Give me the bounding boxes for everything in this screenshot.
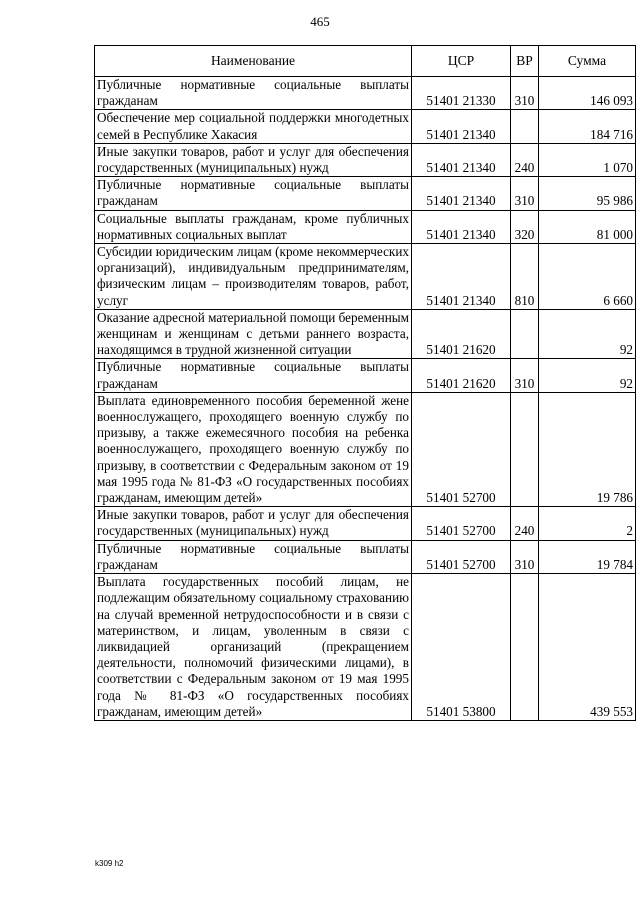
header-vr: ВР (511, 46, 539, 77)
table-row (95, 143, 636, 176)
row-name: Выплата единовременного пособия беременной жене военнослужащего, проходящего военную службу по призыву, а также ежемесячного пособия на ребенка военнослужащего, проходящего военную службу по призыву, в соответствии с Федеральным законом от 19 мая 1995 года № 81-ФЗ «О государственных пособиях гражданам, имеющим детей» (95, 392, 412, 506)
header-amount: Сумма (539, 46, 636, 77)
table-row (95, 244, 636, 310)
table-row (95, 110, 636, 143)
row-amount: 92 (539, 359, 636, 392)
row-vr: 320 (511, 210, 539, 243)
row-vr (511, 110, 539, 143)
row-amount: 2 (539, 507, 636, 540)
row-csr: 51401 21340 (412, 110, 511, 143)
row-vr (511, 392, 539, 506)
row-csr: 51401 21620 (412, 309, 511, 359)
row-name: Публичные нормативные социальные выплаты гражданам (95, 359, 412, 392)
page-number: 465 (310, 14, 330, 29)
row-csr: 51401 21340 (412, 244, 511, 310)
row-csr: 51401 21330 (412, 77, 511, 110)
row-name: Субсидии юридическим лицам (кроме некоммерческих организаций), индивидуальным предпринимателям, физическим лицам – производителям товаров, работ, услуг (95, 244, 412, 310)
row-name: Публичные нормативные социальные выплаты гражданам (95, 177, 412, 210)
budget-table (94, 45, 636, 721)
footer-code: k309 h2 (95, 859, 124, 868)
row-vr: 310 (511, 540, 539, 573)
row-name: Оказание адресной материальной помощи беременным женщинам и женщинам с детьми раннего возраста, находящимся в трудной жизненной ситуации (95, 309, 412, 359)
row-vr (511, 574, 539, 721)
table-row (95, 540, 636, 573)
row-amount: 95 986 (539, 177, 636, 210)
table-row (95, 309, 636, 359)
row-name: Публичные нормативные социальные выплаты гражданам (95, 540, 412, 573)
table-row (95, 574, 636, 721)
row-amount: 184 716 (539, 110, 636, 143)
row-csr: 51401 52700 (412, 507, 511, 540)
row-amount: 1 070 (539, 143, 636, 176)
row-vr: 240 (511, 507, 539, 540)
table-row (95, 507, 636, 540)
row-vr: 240 (511, 143, 539, 176)
row-name: Выплата государственных пособий лицам, не подлежащим обязательному социальному страхованию на случай временной нетрудоспособности и в связи с материнством, и лицам, уволенным в связи с ликвидацией организаций (прекращением деятельности, полномочий физическими лицами), в соответствии с Федеральным законом от 19 мая 1995 года № 81-ФЗ «О государственных пособиях гражданам, имеющим детей» (95, 574, 412, 721)
row-amount: 439 553 (539, 574, 636, 721)
row-amount: 19 784 (539, 540, 636, 573)
table-row (95, 392, 636, 506)
row-csr: 51401 21340 (412, 143, 511, 176)
row-csr: 51401 21620 (412, 359, 511, 392)
row-vr (511, 309, 539, 359)
header-name: Наименование (95, 46, 412, 77)
row-csr: 51401 21340 (412, 177, 511, 210)
row-vr: 310 (511, 359, 539, 392)
table-row (95, 177, 636, 210)
row-amount: 6 660 (539, 244, 636, 310)
table-row (95, 359, 636, 392)
header-csr: ЦСР (412, 46, 511, 77)
row-amount: 92 (539, 309, 636, 359)
row-csr: 51401 21340 (412, 210, 511, 243)
row-name: Иные закупки товаров, работ и услуг для обеспечения государственных (муниципальных) нужд (95, 507, 412, 540)
row-name: Обеспечение мер социальной поддержки многодетных семей в Республике Хакасия (95, 110, 412, 143)
row-amount: 146 093 (539, 77, 636, 110)
table-row (95, 77, 636, 110)
row-name: Иные закупки товаров, работ и услуг для обеспечения государственных (муниципальных) нужд (95, 143, 412, 176)
row-vr: 810 (511, 244, 539, 310)
row-amount: 19 786 (539, 392, 636, 506)
row-vr: 310 (511, 77, 539, 110)
table-row (95, 210, 636, 243)
row-csr: 51401 53800 (412, 574, 511, 721)
row-csr: 51401 52700 (412, 540, 511, 573)
row-vr: 310 (511, 177, 539, 210)
row-name: Публичные нормативные социальные выплаты гражданам (95, 77, 412, 110)
row-name: Социальные выплаты гражданам, кроме публичных нормативных социальных выплат (95, 210, 412, 243)
row-csr: 51401 52700 (412, 392, 511, 506)
table-header-row (95, 46, 636, 77)
row-amount: 81 000 (539, 210, 636, 243)
